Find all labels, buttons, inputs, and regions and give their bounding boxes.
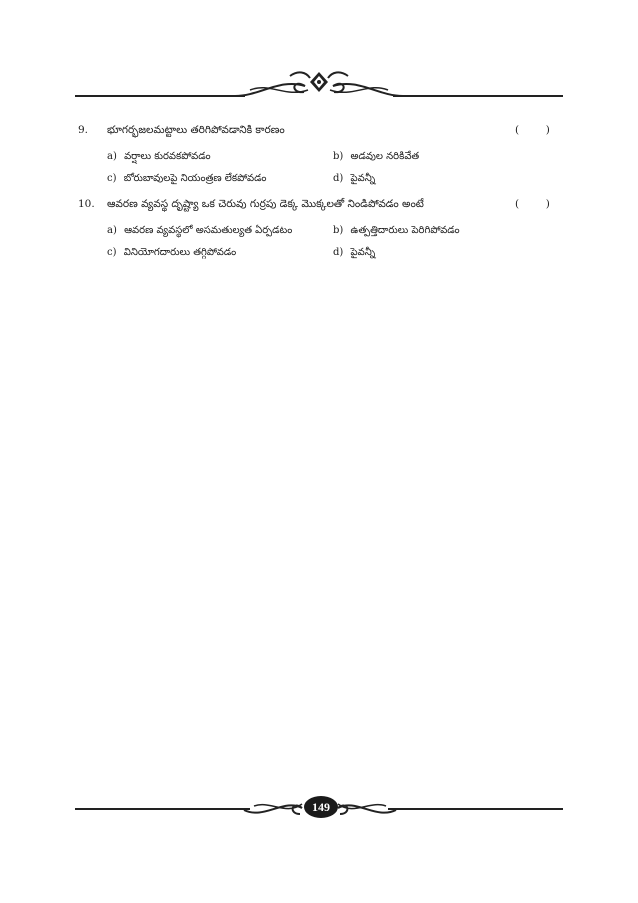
option-text: అడవుల నరికివేత (350, 151, 420, 162)
option-a (107, 150, 211, 164)
option-label: a) (107, 151, 117, 162)
header-flourish-ornament (230, 68, 408, 104)
header-rule-right (393, 95, 563, 97)
option-c (107, 246, 236, 260)
option-b (333, 150, 419, 164)
option-text: పైవన్నీ (350, 173, 376, 184)
option-text: వర్షాలు కురవకపోవడం (124, 151, 211, 162)
header-rule-left (75, 95, 245, 97)
option-label: d) (333, 173, 344, 184)
footer-rule-right (388, 808, 563, 810)
option-label: a) (107, 225, 117, 236)
option-text: పైవన్నీ (350, 247, 376, 258)
option-b (333, 224, 460, 238)
option-label: b) (333, 225, 344, 236)
option-label: c) (107, 173, 117, 184)
footer-rule-left (75, 808, 250, 810)
page-number: 149 (304, 796, 338, 818)
option-label: b) (333, 151, 344, 162)
option-d (333, 172, 375, 186)
option-text: ఉత్పత్తిదారులు పెరిగిపోవడం (350, 225, 460, 236)
option-c (107, 172, 266, 186)
option-a (107, 224, 292, 238)
option-text: బోరుబావులపై నియంత్రణ లేకపోవడం (123, 173, 267, 184)
option-label: d) (333, 247, 344, 258)
option-text: వినియోగదారులు తగ్గిపోవడం (123, 247, 237, 258)
option-label: c) (107, 247, 117, 258)
question-text: భూగర్భజలమట్టాలు తరిగిపోవడానికి కారణం (107, 124, 285, 136)
question-number: 9. (78, 124, 89, 136)
answer-box: ( ) (515, 124, 550, 136)
option-d (333, 246, 375, 260)
question-text: ఆవరణ వ్యవస్థ దృష్ట్యా ఒక చెరువు గుర్రపు డెక్క మొక్కలతో నిండిపోవడం అంటే (107, 198, 424, 210)
question-number: 10. (78, 198, 95, 210)
answer-box: ( ) (515, 198, 550, 210)
option-text: ఆవరణ వ్యవస్థలో అసమతుల్యత ఏర్పడటం (124, 225, 293, 236)
